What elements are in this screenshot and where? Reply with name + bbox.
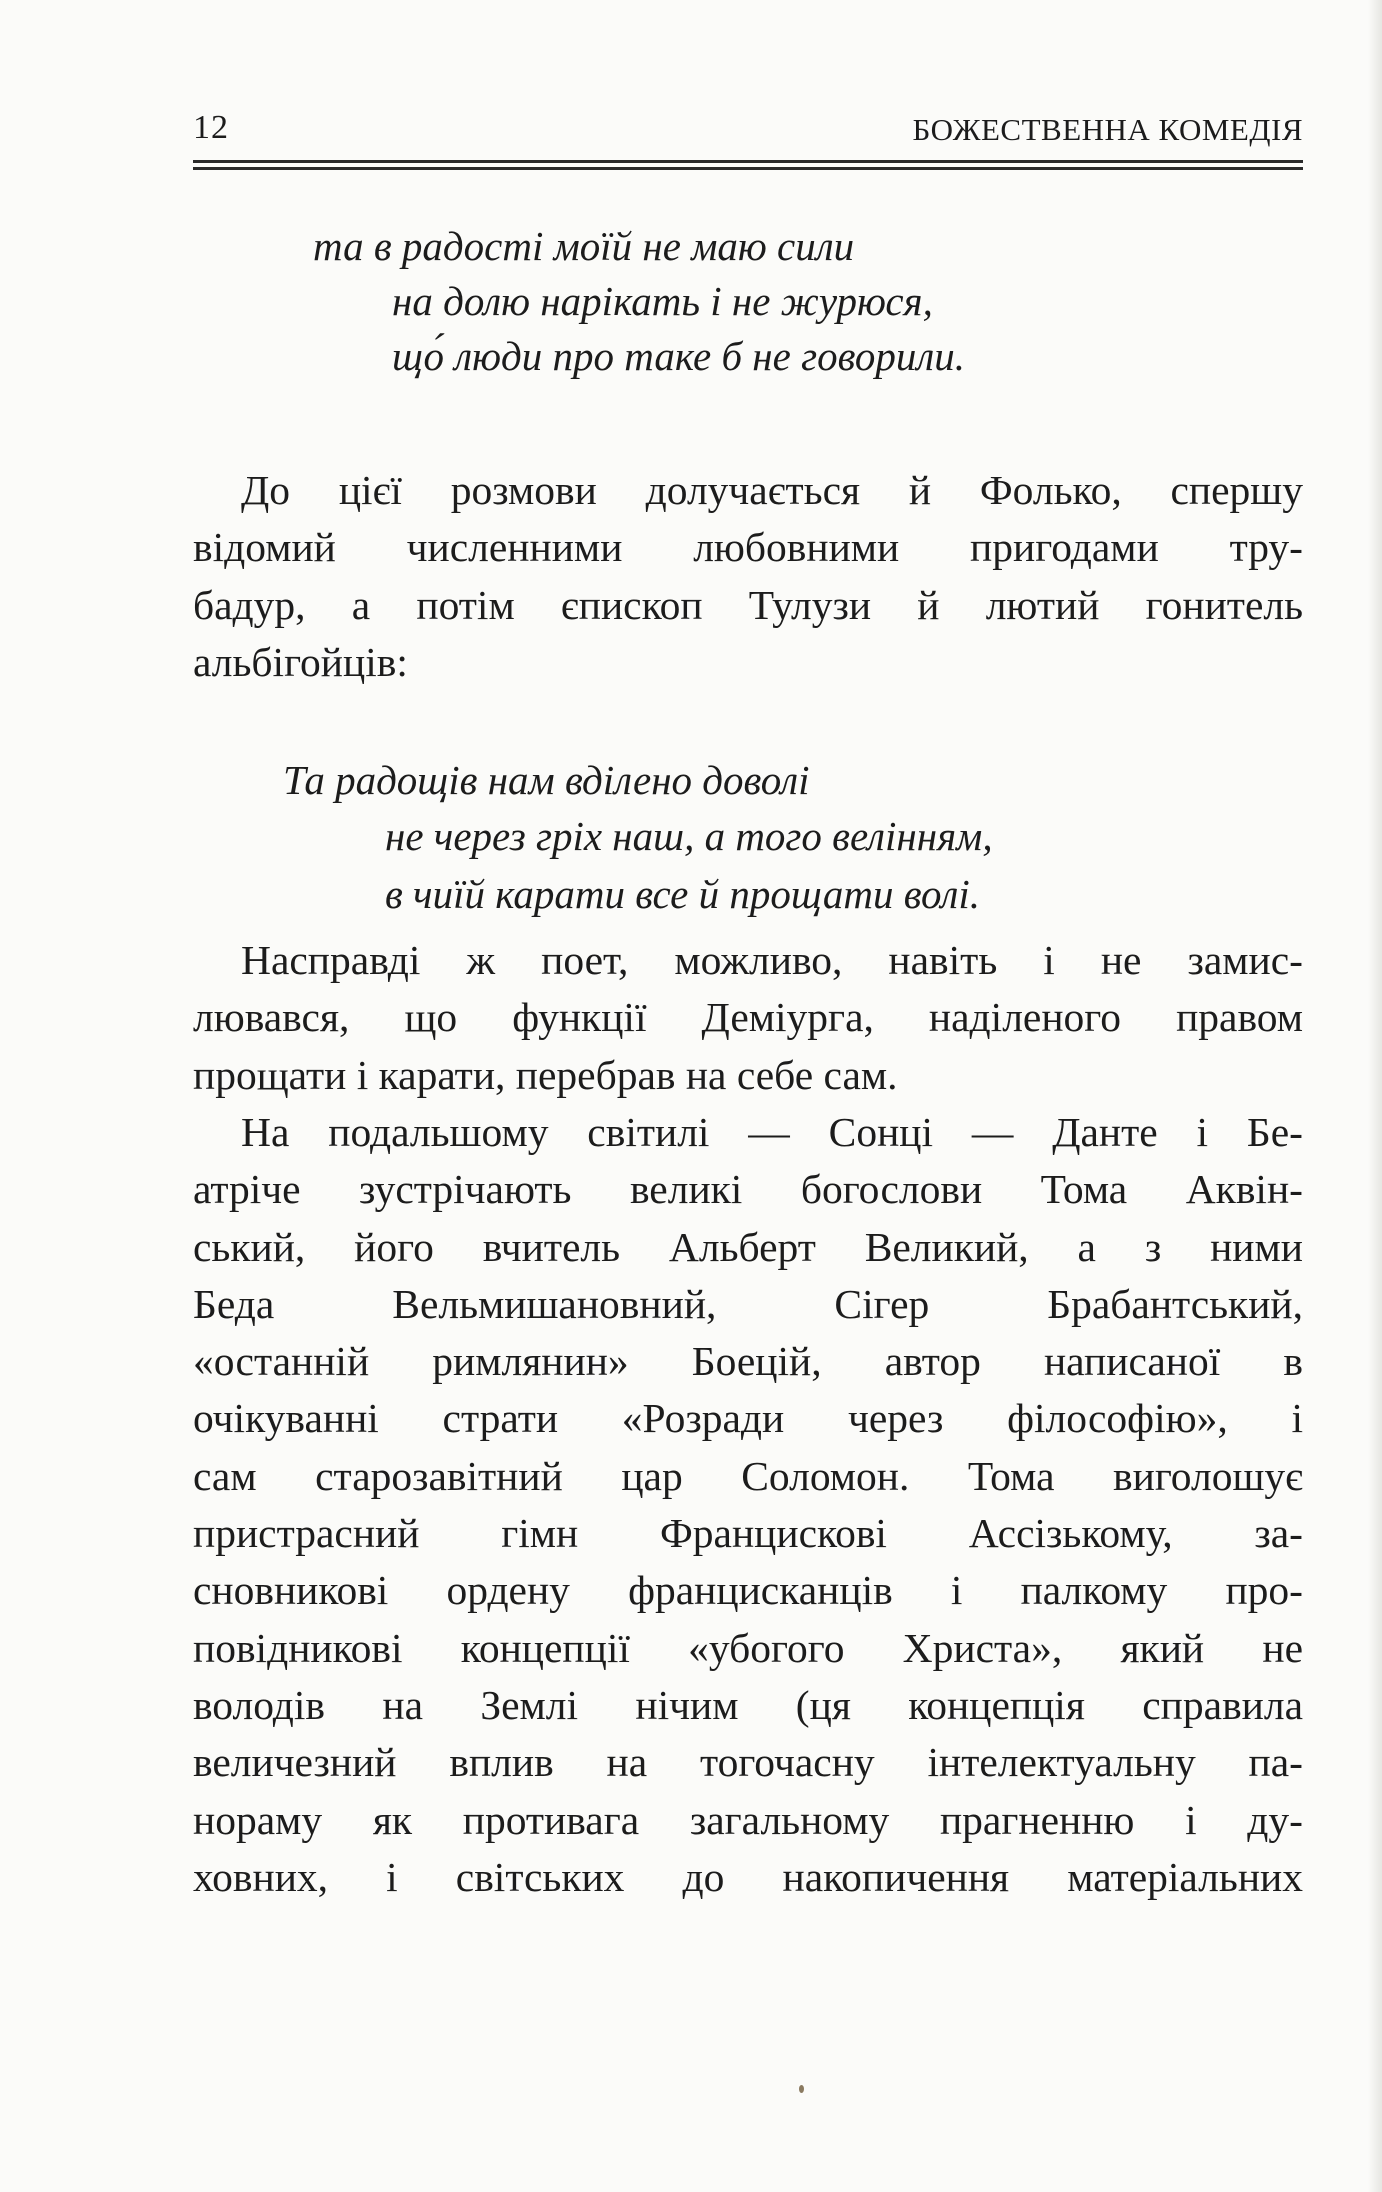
text-line: бадур, а потім єпископ Тулузи й лютий гонитель [193,581,1303,628]
header-rule-bottom [193,167,1303,170]
text-line: сам старозавітний цар Соломон. Тома виголошує [193,1452,1303,1499]
verse-line: та в радості моїй не маю сили [313,223,855,269]
paper-speck [799,2085,804,2093]
text-line: До цієї розмови долучається й Фолько, спершу [241,467,1303,513]
text-line: відомий численними любовними пригодами тру- [193,524,1303,571]
text-line: очікуванні страти «Розради через філософію», і [193,1395,1303,1442]
verse-line: на долю нарікать і не журюся, [392,278,933,324]
text-line: пристрасний гімн Францискові Ассізькому, за- [193,1510,1303,1557]
paragraph-1 [193,462,1303,691]
text-line: Насправді ж поет, можливо, навіть і не замис- [241,937,1303,983]
verse-line: в чиїй карати все й прощати волі. [385,871,980,917]
verse-line: Та радощів нам вділено доволі [283,757,810,803]
text-line: ховних, і світських до накопичення матеріальних [193,1853,1303,1900]
running-header [193,100,1303,148]
header-rule-top [193,160,1303,163]
text-line: володів на Землі нічим (ця концепція справила [193,1681,1303,1728]
text-line: величезний вплив на тогочасну інтелектуальну па- [193,1739,1303,1786]
running-title: БОЖЕСТВЕННА КОМЕДІЯ [912,112,1303,147]
text-line: альбігойців: [193,638,408,685]
text-line: сновникові ордену францисканців і палкому про- [193,1567,1303,1614]
paragraph-3 [193,1104,1303,1906]
page-number: 12 [193,109,229,146]
verse-line: не через гріх наш, а того велінням, [385,813,993,859]
text-line: «останній римлянин» Боецій, автор написаної в [193,1338,1303,1385]
text-line: Беда Вельмишановний, Сігер Брабантський, [193,1280,1303,1327]
paragraph-2 [193,932,1303,1104]
text-line: атріче зустрічають великі богослови Тома Аквін- [193,1166,1303,1213]
text-line: ський, його вчитель Альберт Великий, а з ними [193,1223,1303,1270]
text-line: лювався, що функції Деміурга, наділеного правом [193,994,1303,1041]
text-line: повідникові концепції «убогого Христа», який не [193,1624,1303,1671]
page-edge-shadow [1368,0,1382,2192]
text-line: нораму як противага загальному прагненню і ду- [193,1796,1303,1843]
text-line: На подальшому світилі — Сонці — Данте і Бе- [241,1109,1303,1155]
verse-line: що́ люди про таке б не говорили. [392,333,965,379]
text-line: прощати і карати, перебрав на себе сам. [193,1051,898,1098]
